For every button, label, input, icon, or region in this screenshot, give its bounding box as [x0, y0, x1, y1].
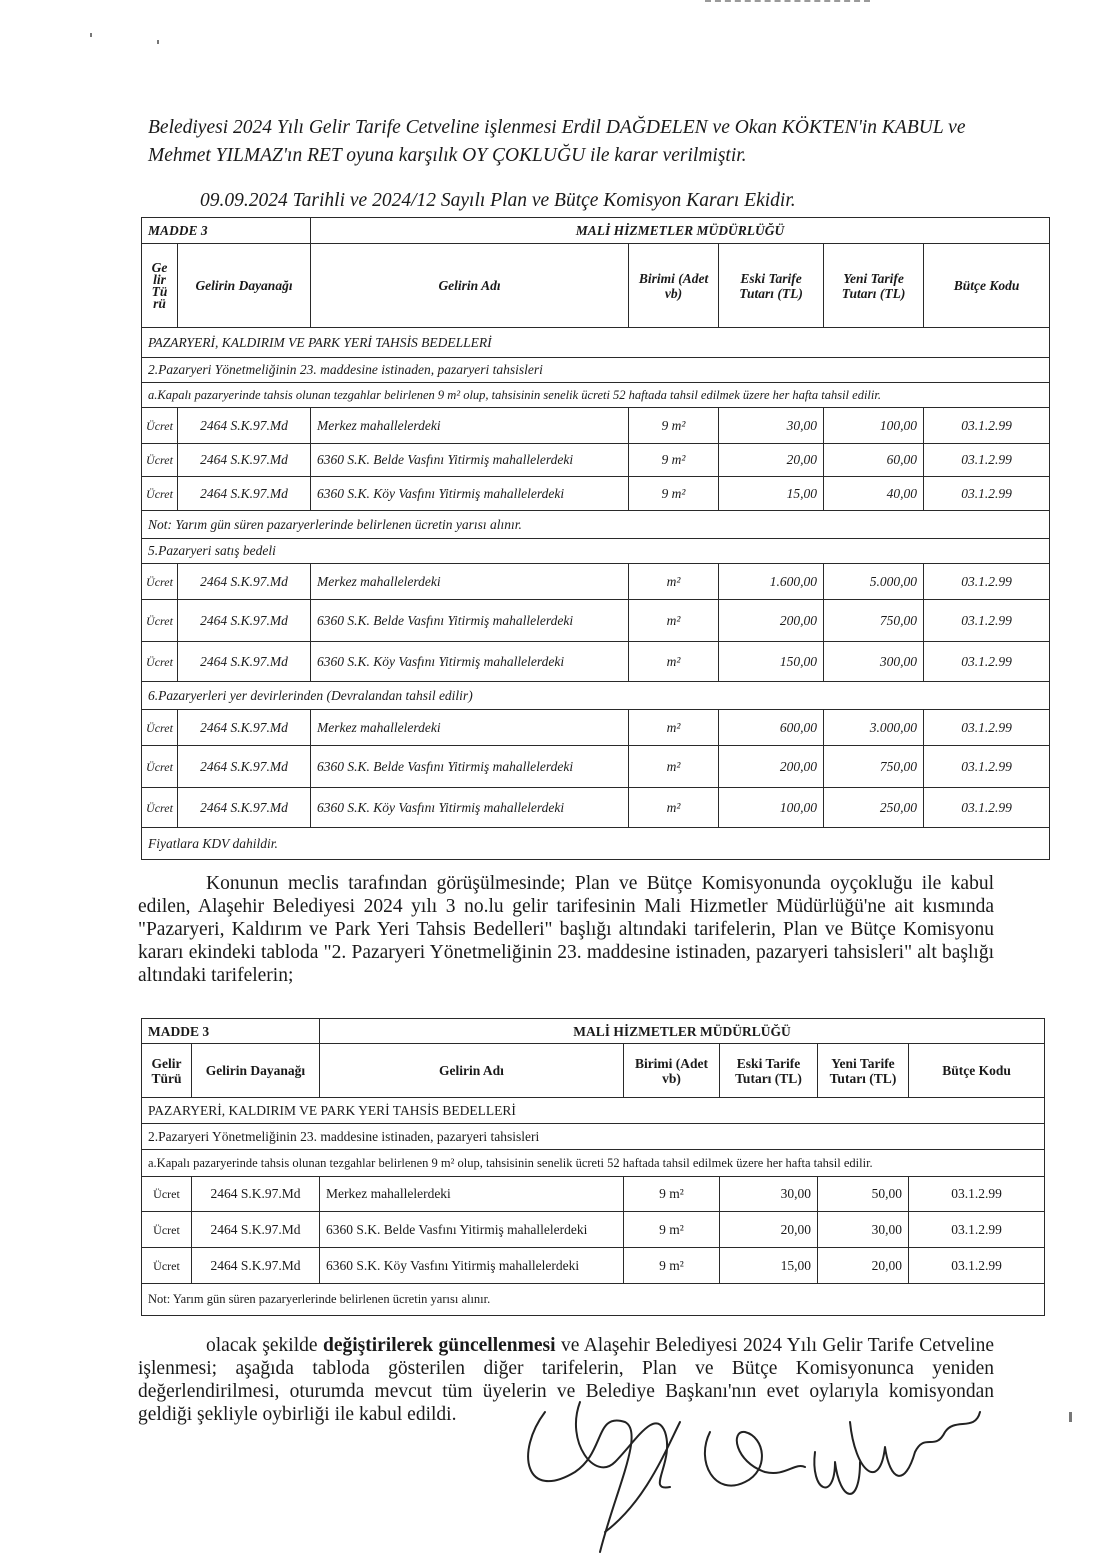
table-row — [142, 788, 1050, 828]
scan-speck — [1069, 1412, 1072, 1422]
table-row — [142, 564, 1050, 600]
subsection-2: 2.Pazaryeri Yönetmeliğinin 23. maddesine istinaden, pazaryeri tahsisleri — [142, 1124, 1045, 1150]
header-gelir-turu: Gelir Türü — [142, 1044, 192, 1098]
subsection-2a: a.Kapalı pazaryerinde tahsis olunan tezgahlar belirlenen 9 m² olup, tahsisinin senelik ücreti 52 haftada tahsil edilmek üzere her hafta tahsil edilir. — [142, 383, 1050, 408]
cell-yeni: 750,00 — [824, 600, 924, 642]
cell-kod: 03.1.2.99 — [909, 1177, 1045, 1212]
table-header-row — [142, 1044, 1045, 1098]
cell-yeni: 20,00 — [818, 1248, 909, 1284]
cell-tur: Ücret — [142, 408, 178, 444]
header-yeni: Yeni Tarife Tutarı (TL) — [824, 244, 924, 328]
header-butce: Bütçe Kodu — [909, 1044, 1045, 1098]
table-row — [142, 408, 1050, 444]
cell-birim: m² — [629, 710, 719, 746]
cell-eski: 20,00 — [720, 1212, 818, 1248]
section-title: PAZARYERİ, KALDIRIM VE PARK YERİ TAHSİS BEDELLERİ — [142, 328, 1050, 358]
cell-eski: 200,00 — [719, 746, 824, 788]
tariff-table-updated — [141, 1018, 1045, 1316]
footer-kdv: Fiyatlara KDV dahildir. — [142, 828, 1050, 860]
cell-kod: 03.1.2.99 — [924, 477, 1050, 511]
subsection-2a: a.Kapalı pazaryerinde tahsis olunan tezgahlar belirlenen 9 m² olup, tahsisinin senelik ücreti 52 haftada tahsil edilmek üzere her hafta tahsil edilir. — [142, 1150, 1045, 1177]
cell-tur: Ücret — [142, 1248, 192, 1284]
top-dashed-line — [705, 0, 870, 2]
cell-dayanak: 2464 S.K.97.Md — [178, 477, 311, 511]
cell-yeni: 300,00 — [824, 642, 924, 682]
cell-yeni: 750,00 — [824, 746, 924, 788]
header-dayanak: Gelirin Dayanağı — [192, 1044, 320, 1098]
cell-dayanak: 2464 S.K.97.Md — [178, 642, 311, 682]
cell-yeni: 60,00 — [824, 444, 924, 477]
cell-adi: Merkez mahallelerdeki — [320, 1177, 624, 1212]
header-dayanak: Gelirin Dayanağı — [178, 244, 311, 328]
cell-eski: 30,00 — [719, 408, 824, 444]
header-eski: Eski Tarife Tutarı (TL) — [720, 1044, 818, 1098]
cell-yeni: 30,00 — [818, 1212, 909, 1248]
madde-label: MADDE 3 — [142, 1019, 320, 1044]
cell-eski: 150,00 — [719, 642, 824, 682]
cell-adi: Merkez mahallelerdeki — [311, 564, 629, 600]
cell-eski: 100,00 — [719, 788, 824, 828]
mudurluk-label: MALİ HİZMETLER MÜDÜRLÜĞÜ — [320, 1019, 1045, 1044]
cell-dayanak: 2464 S.K.97.Md — [192, 1177, 320, 1212]
table-row — [142, 1248, 1045, 1284]
cell-kod: 03.1.2.99 — [909, 1248, 1045, 1284]
cell-kod: 03.1.2.99 — [924, 788, 1050, 828]
cell-eski: 15,00 — [720, 1248, 818, 1284]
cell-kod: 03.1.2.99 — [924, 710, 1050, 746]
subsection-2: 2.Pazaryeri Yönetmeliğinin 23. maddesine istinaden, pazaryeri tahsisleri — [142, 358, 1050, 383]
header-birimi: Birimi (Adet vb) — [629, 244, 719, 328]
cell-kod: 03.1.2.99 — [924, 746, 1050, 788]
note-half-day: Not: Yarım gün süren pazaryerlerinde belirlenen ücretin yarısı alınır. — [142, 1284, 1045, 1316]
cell-dayanak: 2464 S.K.97.Md — [178, 444, 311, 477]
header-adi: Gelirin Adı — [320, 1044, 624, 1098]
cell-yeni: 250,00 — [824, 788, 924, 828]
cell-adi: 6360 S.K. Belde Vasfını Yitirmiş mahallelerdeki — [311, 600, 629, 642]
table-row — [142, 477, 1050, 511]
cell-kod: 03.1.2.99 — [924, 408, 1050, 444]
cell-dayanak: 2464 S.K.97.Md — [178, 746, 311, 788]
cell-yeni: 100,00 — [824, 408, 924, 444]
scan-speck — [157, 40, 159, 44]
cell-birim: 9 m² — [629, 444, 719, 477]
cell-yeni: 3.000,00 — [824, 710, 924, 746]
intro-paragraph: Belediyesi 2024 Yılı Gelir Tarife Cetveline işlenmesi Erdil DAĞDELEN ve Okan KÖKTEN'in KABUL ve Mehmet YILMAZ'ın RET oyuna karşılık OY ÇOKLUĞU ile karar verilmiştir. — [148, 117, 966, 166]
cell-dayanak: 2464 S.K.97.Md — [192, 1212, 320, 1248]
cell-tur: Ücret — [142, 788, 178, 828]
header-birimi: Birimi (Adet vb) — [624, 1044, 720, 1098]
cell-yeni: 5.000,00 — [824, 564, 924, 600]
cell-tur: Ücret — [142, 564, 178, 600]
subsection-5: 5.Pazaryeri satış bedeli — [142, 539, 1050, 564]
tariff-table-commission — [141, 217, 1050, 860]
paragraph-meclis: Konunun meclis tarafından görüşülmesinde; Plan ve Bütçe Komisyonunda oyçokluğu ile kabul edilen, Alaşehir Belediyesi 2024 yılı 3 no.lu gelir tarifesinin Mali Hizmetler Müdürlüğü'ne ait kısmında "Pazaryeri, Kaldırım ve Park Yeri Tahsis Bedelleri" başlığı altındaki tarifelerin, Plan ve Bütçe Komisyonu kararı ekindeki tabloda "2. Pazaryeri Yönetmeliğinin 23. maddesine istinaden, pazaryeri tahsisleri" alt başlığı altındaki tarifelerin; — [138, 873, 994, 986]
header-eski: Eski Tarife Tutarı (TL) — [719, 244, 824, 328]
cell-birim: 9 m² — [629, 408, 719, 444]
cell-dayanak: 2464 S.K.97.Md — [178, 788, 311, 828]
cell-tur: Ücret — [142, 710, 178, 746]
cell-birim: 9 m² — [624, 1212, 720, 1248]
cell-adi: 6360 S.K. Köy Vasfını Yitirmiş mahallelerdeki — [311, 477, 629, 511]
cell-eski: 20,00 — [719, 444, 824, 477]
bold-phrase: değiştirilerek güncellenmesi — [322, 1335, 556, 1356]
cell-eski: 1.600,00 — [719, 564, 824, 600]
table-madde-row — [142, 1019, 1045, 1044]
cell-eski: 200,00 — [719, 600, 824, 642]
cell-kod: 03.1.2.99 — [924, 444, 1050, 477]
header-yeni: Yeni Tarife Tutarı (TL) — [818, 1044, 909, 1098]
cell-tur: Ücret — [142, 642, 178, 682]
madde-label: MADDE 3 — [142, 218, 311, 244]
cell-tur: Ücret — [142, 1177, 192, 1212]
cell-eski: 600,00 — [719, 710, 824, 746]
cell-tur: Ücret — [142, 746, 178, 788]
cell-kod: 03.1.2.99 — [924, 642, 1050, 682]
cell-adi: 6360 S.K. Belde Vasfını Yitirmiş mahallelerdeki — [311, 746, 629, 788]
header-gelir-turu: Ge lir Tü rü — [142, 244, 178, 328]
cell-birim: m² — [629, 600, 719, 642]
cell-dayanak: 2464 S.K.97.Md — [178, 408, 311, 444]
section-title: PAZARYERİ, KALDIRIM VE PARK YERİ TAHSİS BEDELLERİ — [142, 1098, 1045, 1124]
cell-yeni: 50,00 — [818, 1177, 909, 1212]
note-half-day: Not: Yarım gün süren pazaryerlerinde belirlenen ücretin yarısı alınır. — [142, 511, 1050, 539]
cell-yeni: 40,00 — [824, 477, 924, 511]
cell-adi: Merkez mahallelerdeki — [311, 710, 629, 746]
scan-speck — [90, 33, 92, 37]
cell-adi: 6360 S.K. Köy Vasfını Yitirmiş mahallelerdeki — [311, 642, 629, 682]
cell-adi: Merkez mahallelerdeki — [311, 408, 629, 444]
table-row — [142, 444, 1050, 477]
cell-birim: m² — [629, 788, 719, 828]
cell-adi: 6360 S.K. Köy Vasfını Yitirmiş mahallelerdeki — [311, 788, 629, 828]
cell-adi: 6360 S.K. Belde Vasfını Yitirmiş mahallelerdeki — [311, 444, 629, 477]
cell-birim: 9 m² — [624, 1177, 720, 1212]
table-row — [142, 1177, 1045, 1212]
subsection-6: 6.Pazaryerleri yer devirlerinden (Devralandan tahsil edilir) — [142, 682, 1050, 710]
cell-kod: 03.1.2.99 — [924, 600, 1050, 642]
cell-birim: 9 m² — [629, 477, 719, 511]
cell-kod: 03.1.2.99 — [909, 1212, 1045, 1248]
cell-tur: Ücret — [142, 444, 178, 477]
table-row — [142, 642, 1050, 682]
table-madde-row — [142, 218, 1050, 244]
paragraph-karar: olacak şekilde değiştirilerek güncellenmesi ve Alaşehir Belediyesi 2024 Yılı Gelir Tarife Cetveline işlenmesi; aşağıda tabloda gösterilen diğer tarifelerin, Plan ve Bütçe Komisyonunca yeniden değerlendirilmesi, oturumda mevcut tüm üyelerin ve Belediye Başkanı'nın evet oylarıyla komisyondan geldiği şekliyle oybirliği ile kabul edildi. — [138, 1335, 994, 1425]
header-adi: Gelirin Adı — [311, 244, 629, 328]
table-caption: 09.09.2024 Tarihli ve 2024/12 Sayılı Plan ve Bütçe Komisyon Kararı Ekidir. — [200, 190, 796, 211]
cell-birim: 9 m² — [624, 1248, 720, 1284]
table-header-row — [142, 244, 1050, 328]
cell-adi: 6360 S.K. Köy Vasfını Yitirmiş mahallelerdeki — [320, 1248, 624, 1284]
cell-adi: 6360 S.K. Belde Vasfını Yitirmiş mahallelerdeki — [320, 1212, 624, 1248]
header-butce: Bütçe Kodu — [924, 244, 1050, 328]
signatures-handwritten — [505, 1392, 995, 1558]
table-row — [142, 1212, 1045, 1248]
cell-eski: 30,00 — [720, 1177, 818, 1212]
cell-birim: m² — [629, 746, 719, 788]
cell-dayanak: 2464 S.K.97.Md — [192, 1248, 320, 1284]
cell-kod: 03.1.2.99 — [924, 564, 1050, 600]
cell-dayanak: 2464 S.K.97.Md — [178, 600, 311, 642]
cell-tur: Ücret — [142, 477, 178, 511]
cell-tur: Ücret — [142, 600, 178, 642]
mudurluk-label: MALİ HİZMETLER MÜDÜRLÜĞÜ — [311, 218, 1050, 244]
cell-tur: Ücret — [142, 1212, 192, 1248]
cell-dayanak: 2464 S.K.97.Md — [178, 710, 311, 746]
cell-dayanak: 2464 S.K.97.Md — [178, 564, 311, 600]
cell-birim: m² — [629, 642, 719, 682]
table-row — [142, 710, 1050, 746]
cell-eski: 15,00 — [719, 477, 824, 511]
cell-birim: m² — [629, 564, 719, 600]
table-row — [142, 600, 1050, 642]
table-row — [142, 746, 1050, 788]
